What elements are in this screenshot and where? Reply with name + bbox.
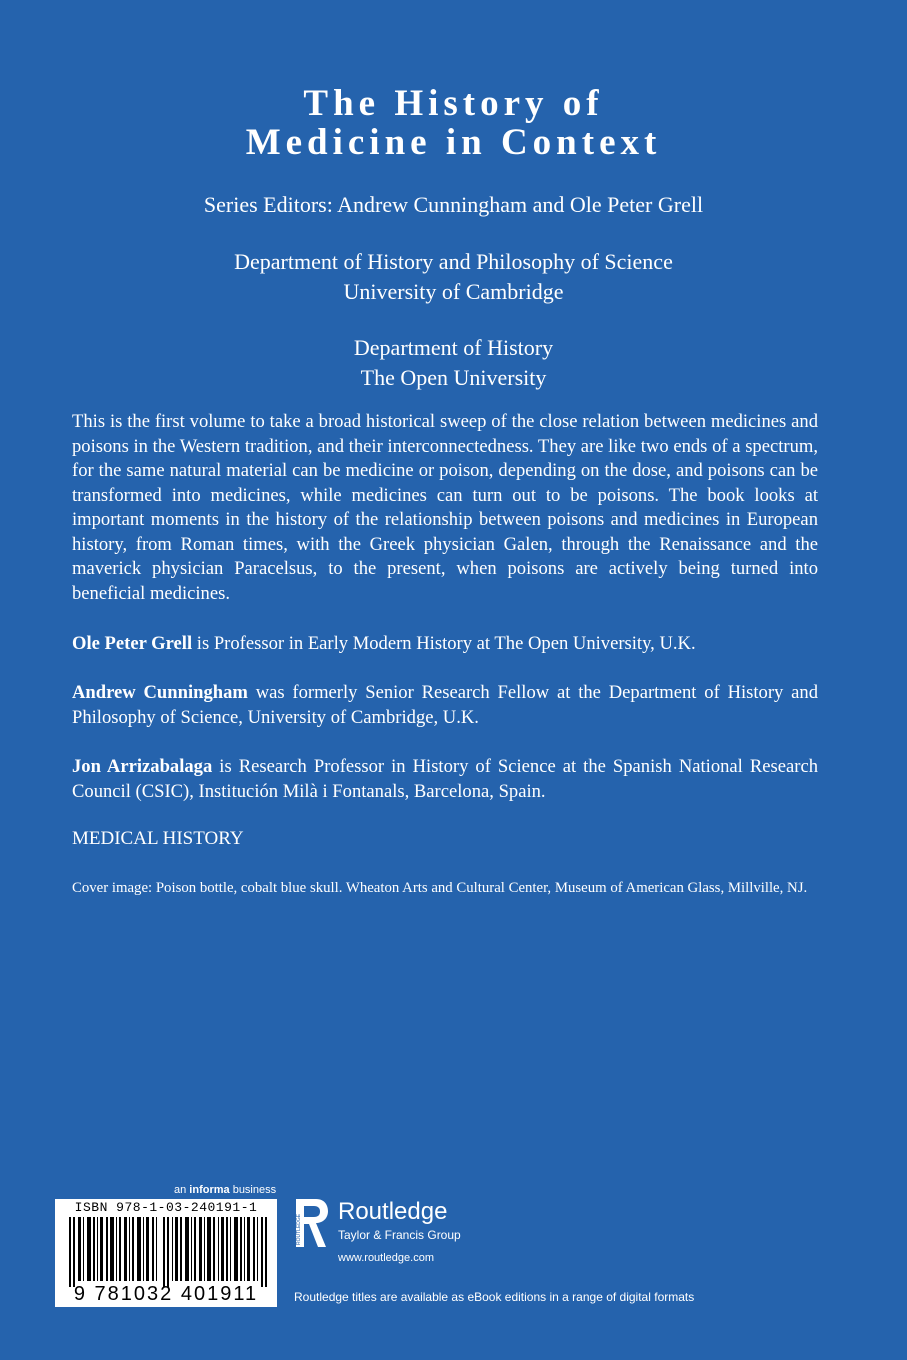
- affiliation-cambridge: [0, 247, 907, 307]
- bio-grell-text: is Professor in Early Modern History at The Open University, U.K.: [192, 633, 696, 654]
- affiliation-open-univ: The Open University: [360, 365, 547, 390]
- barcode: [55, 1199, 277, 1307]
- routledge-logo-icon: [292, 1197, 330, 1249]
- bio-grell: [72, 632, 818, 657]
- informa-prefix: an: [174, 1184, 190, 1196]
- bio-cunningham-text: was formerly Senior Research Fellow at the Department of History and Philosophy of Science, University of Cambridge, U.K.: [72, 682, 818, 728]
- cover-image-credit: Cover image: Poison bottle, cobalt blue skull. Wheaton Arts and Cultural Center, Museum of American Glass, Millville, NJ.: [72, 880, 808, 896]
- series-editors: Series Editors: Andrew Cunningham and Ole Peter Grell: [203, 192, 704, 217]
- informa-suffix: business: [229, 1184, 277, 1196]
- barcode-bars-icon: [69, 1217, 267, 1287]
- informa-brand: informa: [189, 1184, 230, 1196]
- bio-arrizabalaga-text: is Research Professor in History of Science at the Spanish National Research Council (CSIC), Institución Milà i Fontanals, Barcelona, Spain.: [72, 756, 818, 802]
- series-title-line2: Medicine in Context: [245, 122, 662, 163]
- publisher-name: Routledge: [338, 1198, 448, 1225]
- ebook-note: Routledge titles are available as eBook editions in a range of digital formats: [294, 1290, 695, 1304]
- publisher-url: www.routledge.com: [338, 1252, 434, 1264]
- routledge-logo-text: ROUTLEDGE: [296, 1213, 302, 1245]
- series-title-line1: The History of: [303, 83, 604, 124]
- affiliation-open-dept: Department of History: [353, 335, 554, 360]
- blurb-text: This is the first volume to take a broad historical sweep of the close relation between medicines and poisons in the Western tradition, and their interconnectedness. They are like two ends of a spectrum, for the same natural material can be medicine or poison, depending on the dose, and poisons can be transformed into medicines, while medicines can turn out to be poisons. The book looks at important moments in the history of the relationship between poisons and medicines in European history, from Roman times, with the Greek physician Galen, through the Renaissance and the maverick physician Paracelsus, to the present, when poisons are actively being turned into beneficial medicines.: [72, 411, 818, 604]
- publisher-group: Taylor & Francis Group: [338, 1228, 461, 1242]
- informa-tagline: [174, 1184, 276, 1196]
- affiliation-cambridge-univ: University of Cambridge: [343, 279, 564, 304]
- bio-arrizabalaga-name: Jon Arrizabalaga: [72, 756, 213, 777]
- subject-category: MEDICAL HISTORY: [72, 828, 244, 849]
- bio-cunningham: [72, 681, 818, 730]
- bio-grell-name: Ole Peter Grell: [72, 633, 193, 654]
- isbn-label: ISBN 978-1-03-240191-1: [74, 1200, 258, 1215]
- series-title: [0, 84, 907, 162]
- affiliation-cambridge-dept: Department of History and Philosophy of Science: [234, 249, 673, 274]
- affiliation-open: [0, 333, 907, 393]
- bio-cunningham-name: Andrew Cunningham: [72, 682, 248, 703]
- bio-arrizabalaga: [72, 755, 818, 804]
- blurb-paragraph: [72, 410, 818, 606]
- barcode-digits: 9 781032 401911: [73, 1283, 259, 1305]
